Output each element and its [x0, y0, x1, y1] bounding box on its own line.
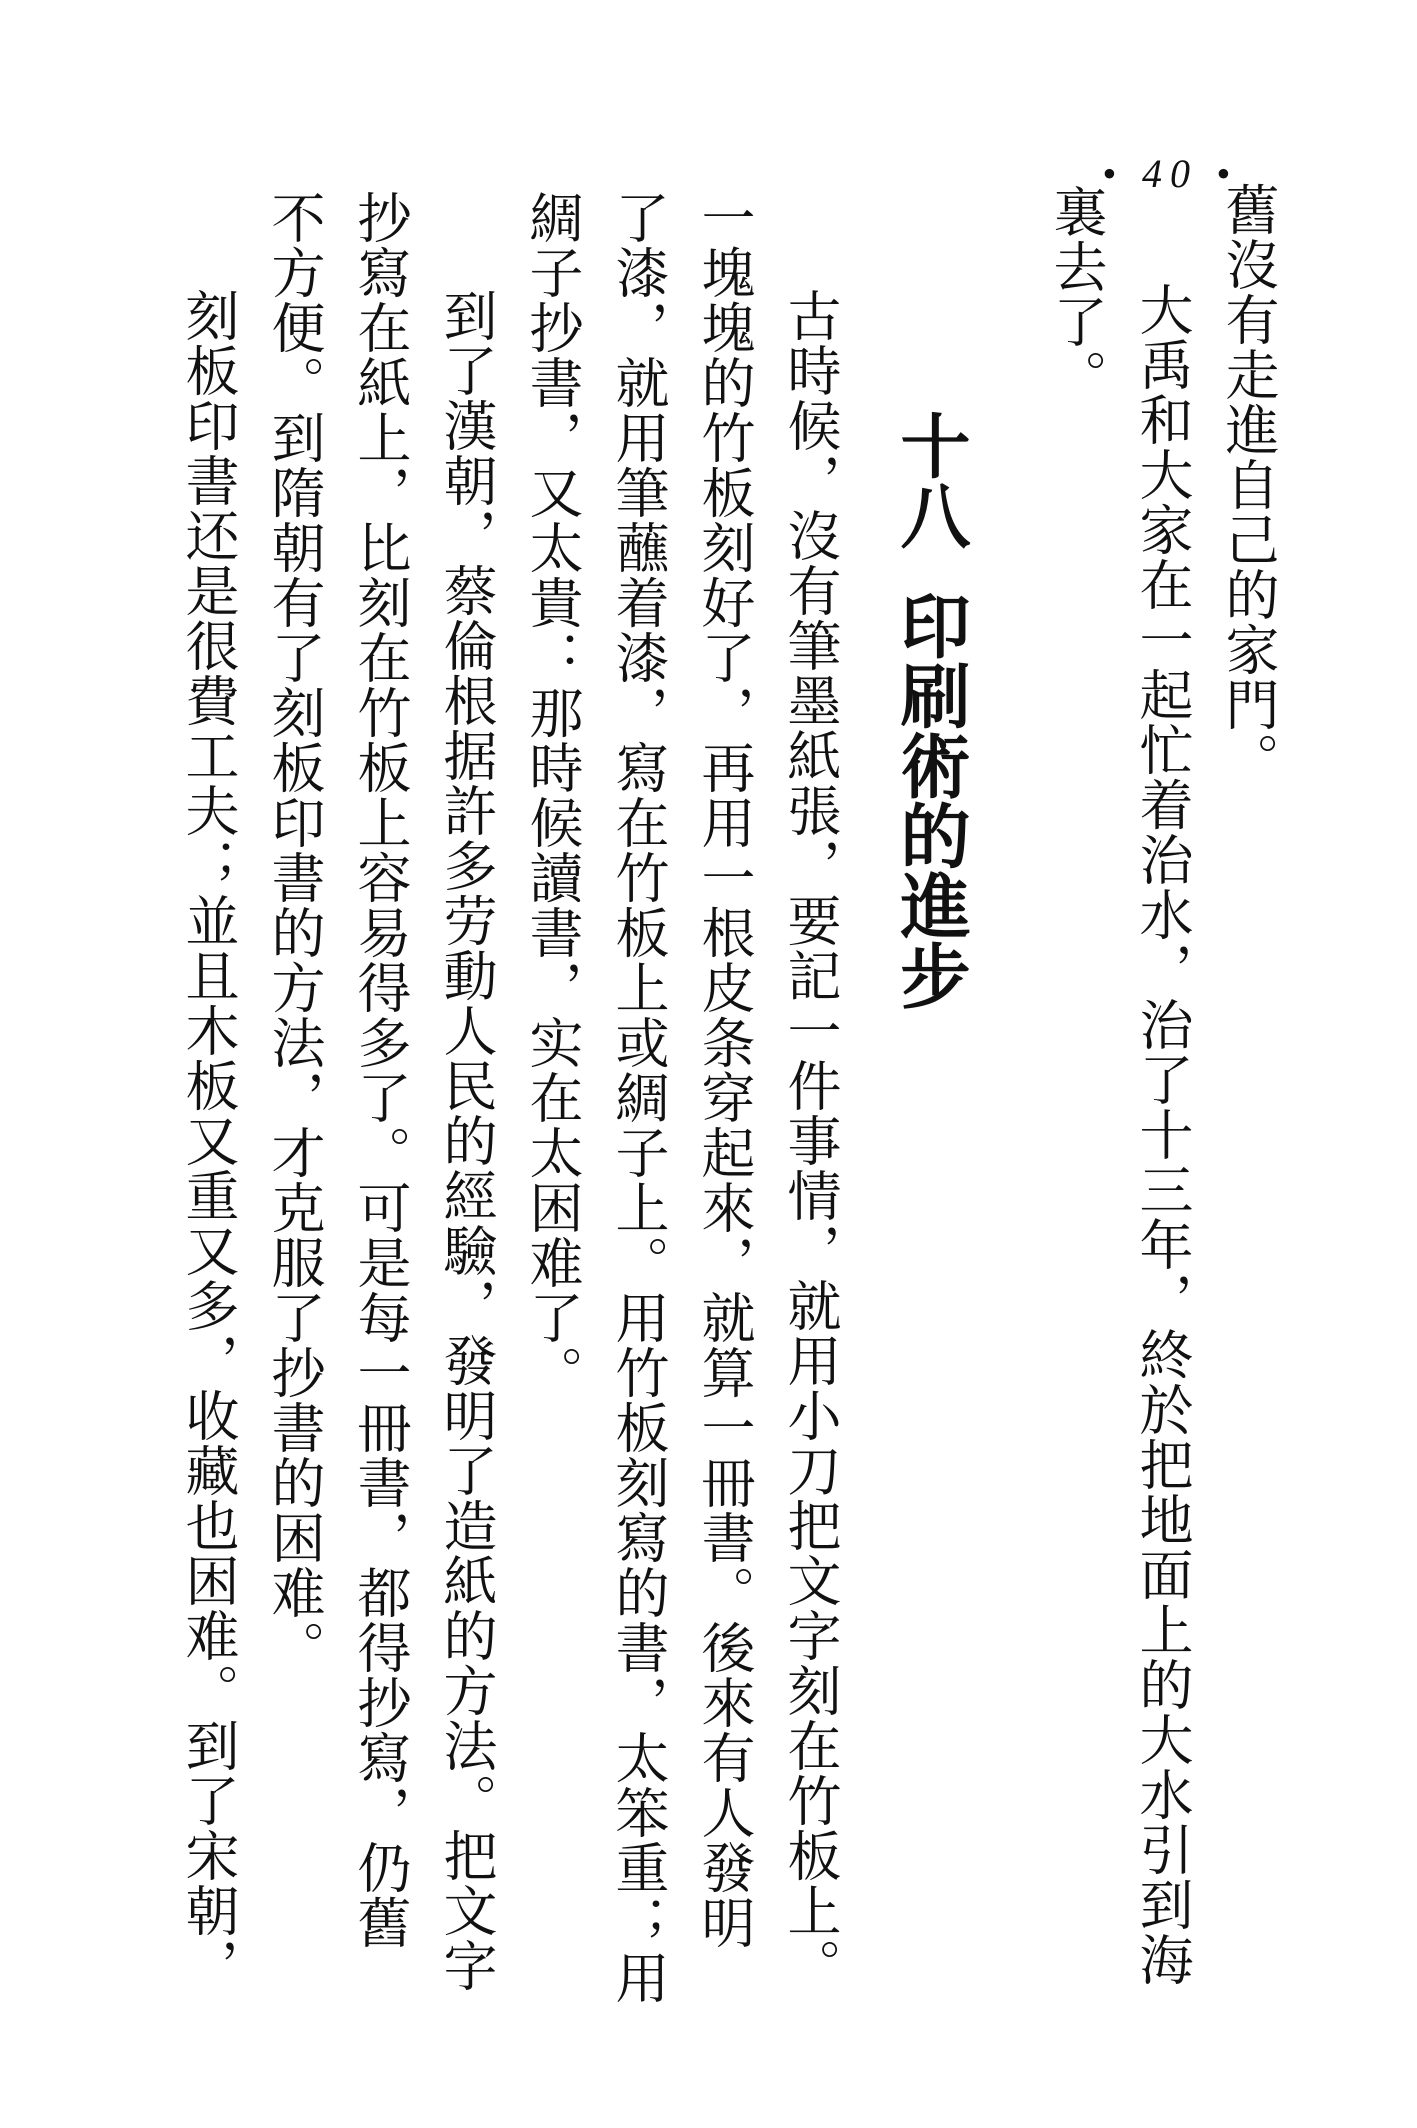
text-column: 大禹和大家在一起忙着治水，治了十三年，終於把地面上的大水引到海: [1131, 282, 1194, 1987]
text-column: 古時候，沒有筆墨紙張，要記一件事情，就用小刀把文字刻在竹板上。: [779, 288, 842, 1993]
text-column: 到了漢朝，蔡倫根据許多劳動人民的經驗，發明了造紙的方法。把文字: [435, 288, 498, 1993]
text-column: 一塊塊的竹板刻好了，再用一根皮条穿起來，就算一冊書。後來有人發明: [693, 190, 756, 1950]
page-number: • 40 •: [1101, 151, 1238, 196]
text-column: 舊沒有走進自己的家門。: [1217, 182, 1280, 787]
text-column: 了漆，就用筆蘸着漆，寫在竹板上或綢子上。用竹板刻寫的書，太笨重；用: [607, 190, 670, 2005]
section-title: 印刷術的進步: [889, 590, 971, 1010]
text-column: 裏去了。: [1045, 184, 1108, 404]
section-number: 十八: [889, 410, 971, 550]
text-column: 綢子抄書，又太貴：那時候讀書，实在太困难了。: [521, 190, 584, 1400]
text-column: 刻板印書还是很費工夫；並且木板又重又多，收藏也困难。到了宋朝，: [177, 288, 240, 1993]
text-column: 不方便。到隋朝有了刻板印書的方法，才克服了抄書的困难。: [263, 190, 326, 1675]
text-column: 抄寫在紙上，比刻在竹板上容易得多了。可是每一冊書，都得抄寫，仍舊: [349, 190, 412, 1950]
